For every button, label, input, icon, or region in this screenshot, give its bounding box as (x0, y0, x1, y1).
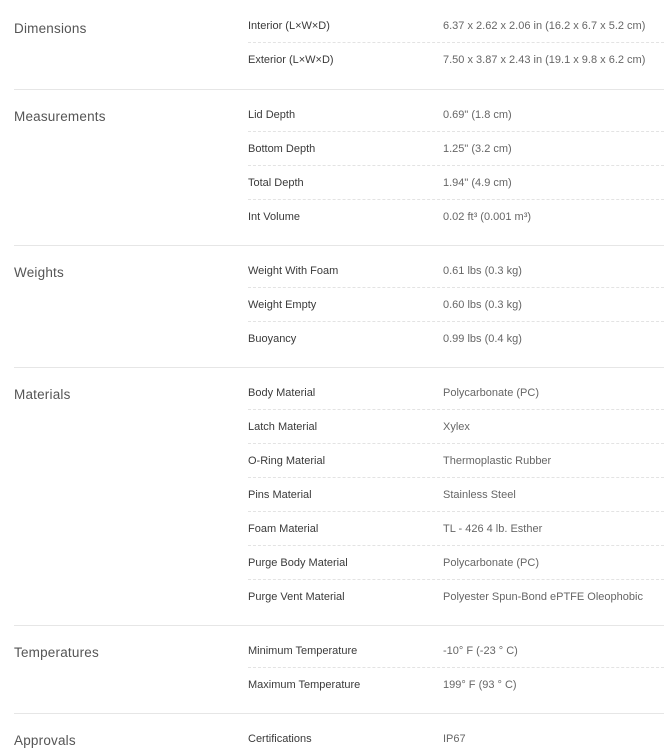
spec-label: Pins Material (248, 488, 312, 501)
spec-label: Certifications (248, 732, 312, 745)
section-measurements (14, 90, 664, 246)
spec-label: Interior (L×W×D) (248, 19, 330, 32)
spec-row (248, 200, 664, 233)
spec-value: Polyester Spun-Bond ePTFE Oleophobic (443, 590, 643, 603)
spec-value: -10° F (-23 ° C) (443, 644, 518, 657)
spec-rows (248, 98, 664, 233)
spec-value: Polycarbonate (PC) (443, 556, 539, 569)
spec-row (248, 288, 664, 322)
spec-row (248, 478, 664, 512)
spec-row (248, 634, 664, 668)
section-title: Dimensions (14, 21, 87, 36)
spec-row (248, 98, 664, 132)
spec-label: Foam Material (248, 522, 319, 535)
spec-label: Total Depth (248, 176, 304, 189)
section-weights (14, 246, 664, 368)
spec-row (248, 376, 664, 410)
spec-value: 1.25" (3.2 cm) (443, 142, 512, 155)
spec-row (248, 9, 664, 43)
spec-value: TL - 426 4 lb. Esther (443, 522, 543, 535)
spec-value: Stainless Steel (443, 488, 516, 501)
spec-rows (248, 634, 664, 701)
spec-row (248, 410, 664, 444)
spec-value: Polycarbonate (PC) (443, 386, 539, 399)
spec-label: Weight With Foam (248, 264, 339, 277)
section-dimensions (14, 0, 664, 90)
spec-label: Lid Depth (248, 108, 296, 121)
spec-row (248, 322, 664, 355)
spec-value: 0.69" (1.8 cm) (443, 108, 512, 121)
spec-value: 0.61 lbs (0.3 kg) (443, 264, 522, 277)
spec-value: 0.02 ft³ (0.001 m³) (443, 210, 532, 223)
spec-value: 0.60 lbs (0.3 kg) (443, 298, 522, 311)
spec-row (248, 512, 664, 546)
spec-rows (248, 9, 664, 76)
spec-row (248, 254, 664, 288)
spec-row (248, 166, 664, 200)
spec-row (248, 580, 664, 613)
section-title: Measurements (14, 109, 106, 124)
section-title: Temperatures (14, 645, 99, 660)
spec-rows (248, 376, 664, 613)
section-title: Weights (14, 265, 64, 280)
spec-label: Purge Body Material (248, 556, 348, 569)
spec-label: Purge Vent Material (248, 590, 345, 603)
spec-label: Maximum Temperature (248, 678, 361, 691)
spec-rows (248, 722, 664, 755)
spec-value: 199° F (93 ° C) (443, 678, 517, 691)
spec-rows (248, 254, 664, 355)
spec-label: Buoyancy (248, 332, 297, 345)
spec-value: 7.50 x 3.87 x 2.43 in (19.1 x 9.8 x 6.2 cm) (443, 53, 646, 66)
spec-value: Xylex (443, 420, 470, 433)
section-temperatures (14, 626, 664, 714)
spec-row (248, 43, 664, 76)
spec-label: Latch Material (248, 420, 318, 433)
spec-row (248, 444, 664, 478)
spec-label: Exterior (L×W×D) (248, 53, 334, 66)
spec-label: Bottom Depth (248, 142, 316, 155)
section-materials (14, 368, 664, 626)
spec-row (248, 722, 664, 755)
spec-table (14, 0, 664, 755)
spec-row (248, 668, 664, 701)
spec-label: O-Ring Material (248, 454, 326, 467)
spec-label: Body Material (248, 386, 316, 399)
spec-value: 1.94" (4.9 cm) (443, 176, 512, 189)
spec-value: IP67 (443, 732, 466, 745)
spec-value: 0.99 lbs (0.4 kg) (443, 332, 522, 345)
spec-value: 6.37 x 2.62 x 2.06 in (16.2 x 6.7 x 5.2 cm) (443, 19, 646, 32)
spec-value: Thermoplastic Rubber (443, 454, 552, 467)
spec-row (248, 132, 664, 166)
section-title: Approvals (14, 733, 76, 748)
spec-label: Minimum Temperature (248, 644, 358, 657)
spec-label: Weight Empty (248, 298, 317, 311)
section-title: Materials (14, 387, 71, 402)
spec-row (248, 546, 664, 580)
spec-label: Int Volume (248, 210, 300, 223)
